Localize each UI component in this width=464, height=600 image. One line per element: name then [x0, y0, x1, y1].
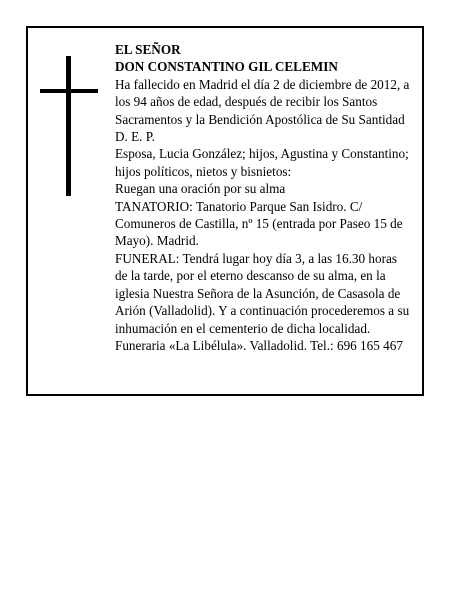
notice-line: iglesia Nuestra Señora de la Asunción, de Casasola de: [115, 285, 401, 301]
notice-line: FUNERAL: Tendrá lugar hoy día 3, a las 16.30 horas: [115, 250, 397, 266]
notice-line: Arión (Valladolid). Y a continuación procederemos a su: [115, 303, 410, 319]
notice-line: TANATORIO: Tanatorio Parque San Isidro. C/: [115, 198, 363, 214]
notice-line: Sacramentos y la Bendición Apostólica de Su Santidad: [115, 111, 405, 127]
notice-line: Funeraria «La Libélula». Valladolid. Tel.: 696 165 467: [115, 337, 403, 353]
notice-line: Esposa, Lucia González; hijos, Agustina y Constantino;: [115, 146, 409, 162]
notice-line: Ha fallecido en Madrid el día 2 de diciembre de 2012, a: [115, 76, 410, 92]
notice-heading-title: EL SEÑOR: [115, 42, 181, 57]
notice-line: los 94 años de edad, después de recibir los Santos: [115, 94, 378, 110]
notice-line: D. E. P.: [115, 129, 155, 145]
notice-line: inhumación en el cementerio de dicha localidad.: [115, 320, 371, 336]
notice-line: hijos políticos, nietos y bisnietos:: [115, 163, 292, 179]
cross-vertical-bar: [66, 56, 71, 196]
notice-line: Comuneros de Castilla, nº 15 (entrada por Paseo 15 de: [115, 216, 403, 232]
notice-text: [115, 41, 421, 354]
cross-icon: [40, 56, 98, 196]
notice-line: Mayo). Madrid.: [115, 233, 199, 249]
cross-horizontal-bar: [40, 89, 98, 93]
notice-line: Ruegan una oración por su alma: [115, 181, 286, 197]
notice-heading-name: DON CONSTANTINO GIL CELEMIN: [115, 59, 338, 75]
obituary-notice: [26, 26, 424, 396]
notice-line: de la tarde, por el eterno descanso de su alma, en la: [115, 268, 386, 284]
